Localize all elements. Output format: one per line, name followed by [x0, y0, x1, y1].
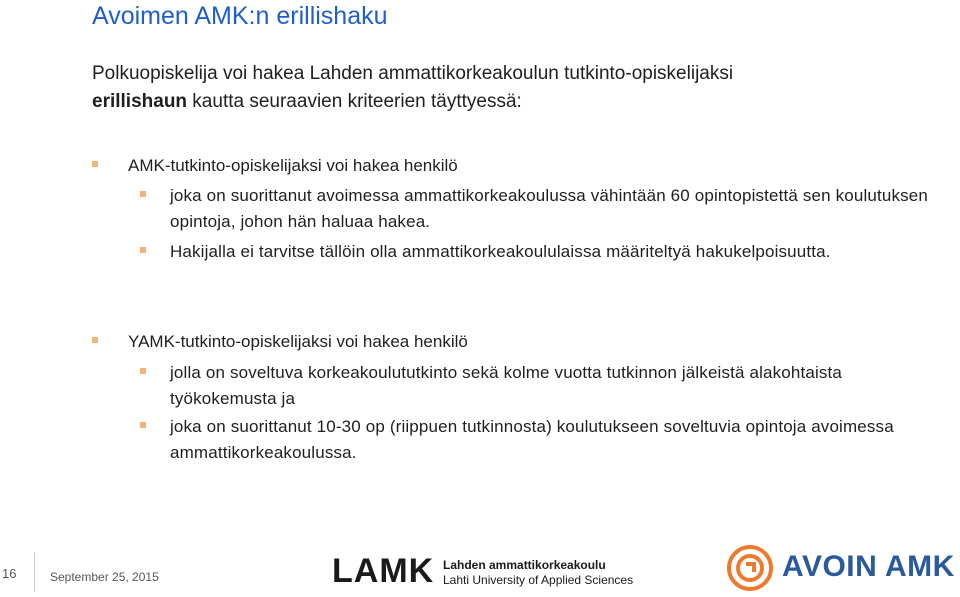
section-heading-amk: AMK-tutkinto-opiskelijaksi voi hakea henkilö	[128, 156, 458, 175]
list-item: Hakijalla ei tarvitse tällöin olla ammattikorkeakoululaissa määriteltyä hakukelpoisuutta.	[170, 242, 831, 261]
intro-bold-word: erillishaun	[92, 91, 188, 112]
lamk-institution-name	[443, 558, 633, 588]
intro-line-1: Polkuopiskelija voi hakea Lahden ammattikorkeakoulun tutkinto-opiskelijaksi	[92, 63, 734, 84]
list-item: jolla on soveltuva korkeakoulututkinto sekä kolme vuotta tutkinnon jälkeistä alakohtaista työkokemusta ja	[170, 363, 843, 408]
avoin-ring-icon	[724, 540, 776, 592]
footer-divider	[34, 552, 35, 592]
lamk-name-fi: Lahden ammattikorkeakoulu	[443, 558, 606, 572]
footer-date: September 25, 2015	[50, 570, 159, 584]
sub-bullet-marker	[140, 368, 146, 374]
avoin-amk-logo	[724, 540, 960, 592]
lamk-logo: LAMK	[332, 552, 435, 590]
section-heading-yamk: YAMK-tutkinto-opiskelijaksi voi hakea henkilö	[128, 332, 468, 351]
sub-bullet-marker	[140, 191, 146, 197]
avoin-logo-text: AVOIN AMK	[782, 550, 955, 583]
slide-title: Avoimen AMK:n erillishaku	[92, 2, 388, 30]
sub-bullet-marker	[140, 247, 146, 253]
bullet-marker	[92, 161, 98, 167]
list-item: joka on suorittanut 10-30 op (riippuen tutkinnosta) koulutukseen soveltuvia opintoja avoimessa ammattikorkeakoulussa.	[170, 417, 894, 462]
bullet-marker	[92, 337, 98, 343]
lamk-name-en: Lahti University of Applied Sciences	[443, 573, 634, 587]
page-number: 16	[2, 566, 17, 581]
intro-line-2: kautta seuraavien kriteerien täyttyessä:	[187, 91, 522, 112]
intro-paragraph	[92, 60, 942, 116]
list-item: joka on suorittanut avoimessa ammattikorkeakoulussa vähintään 60 opintopistettä sen koulutuksen opintoja, johon hän haluaa hakea.	[170, 186, 928, 231]
sub-bullet-marker	[140, 422, 146, 428]
